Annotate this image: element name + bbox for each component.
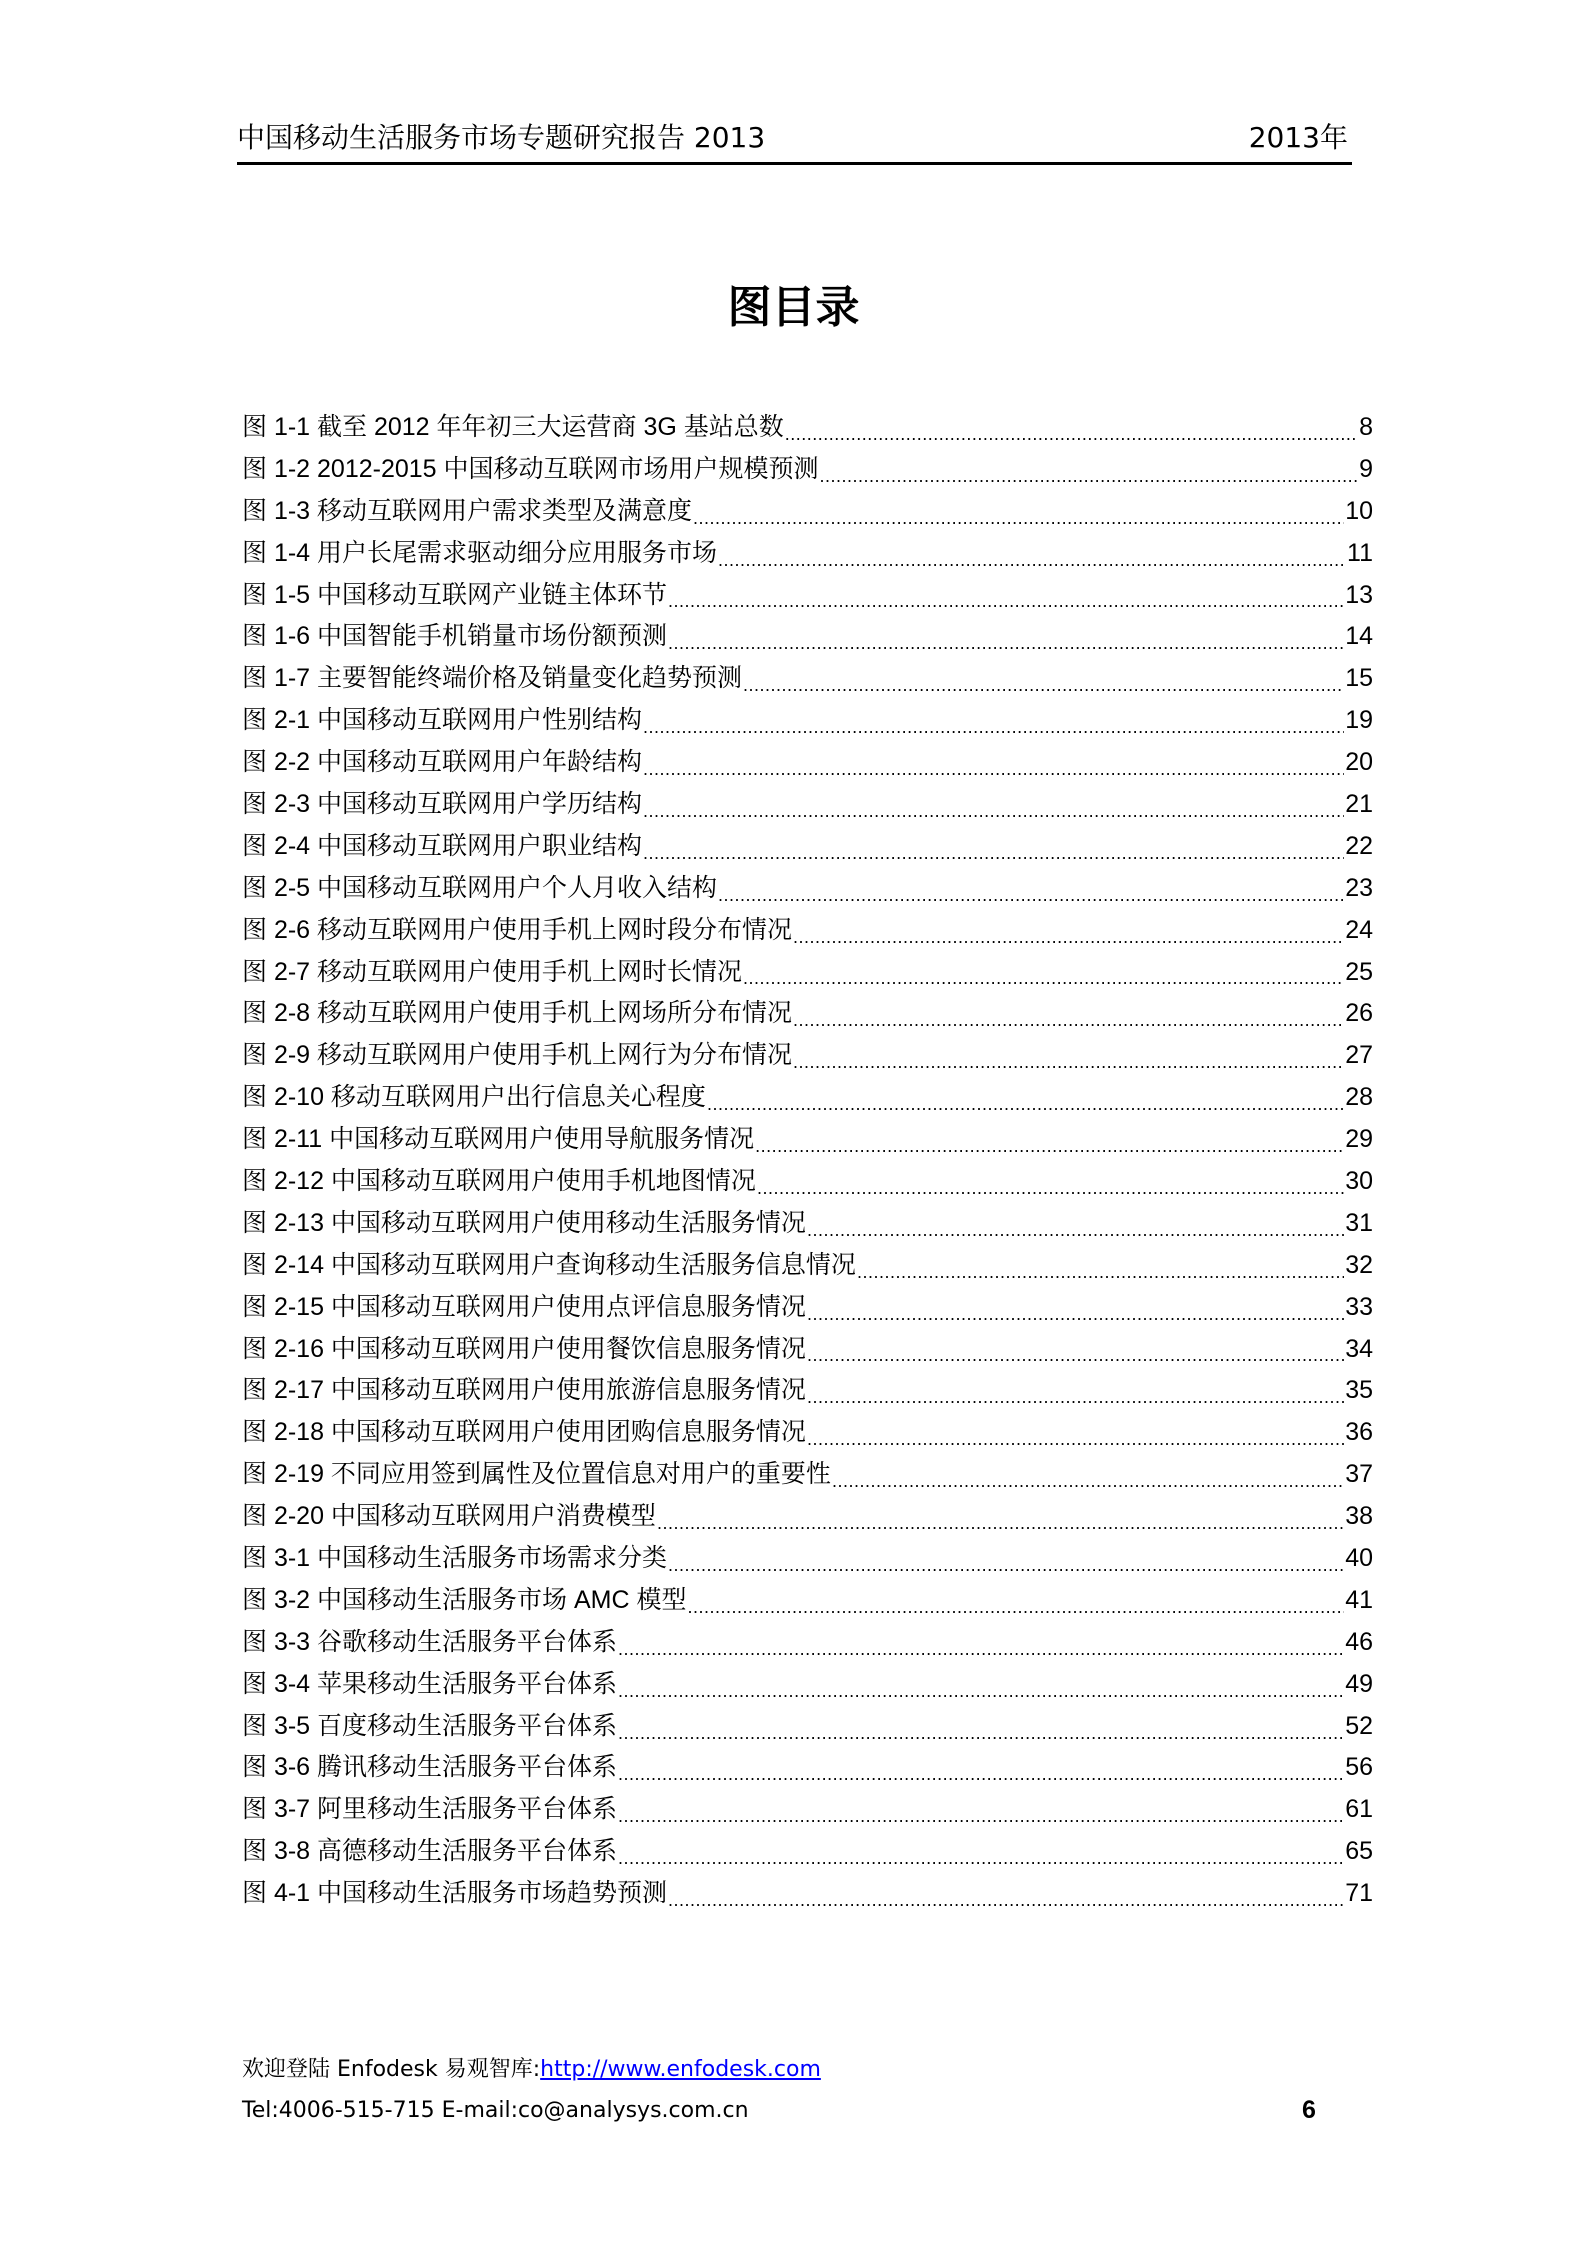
report-year: 2013年 <box>1248 121 1348 154</box>
toc-entry-label: 图 1-7 主要智能终端价格及销量变化趋势预测 <box>242 664 743 693</box>
toc-entry-page: 19 <box>1345 706 1373 735</box>
dot-leader <box>693 491 1344 533</box>
toc-entry-page: 9 <box>1359 454 1373 483</box>
toc-entry-page: 65 <box>1345 1837 1373 1866</box>
toc-entry-page: 8 <box>1359 412 1373 441</box>
figure-table-of-contents <box>242 407 1373 1915</box>
toc-entry[interactable] <box>242 1287 1373 1329</box>
toc-entry-page: 52 <box>1345 1711 1373 1740</box>
toc-entry-label: 图 3-8 高德移动生活服务平台体系 <box>242 1837 618 1866</box>
toc-entry-page: 27 <box>1345 1041 1373 1070</box>
footer-contact: Tel:4006-515-715 E-mail:co@analysys.com.cn <box>242 2098 749 2123</box>
toc-entry-label: 图 1-2 2012-2015 中国移动互联网市场用户规模预测 <box>242 454 819 483</box>
toc-entry-label: 图 3-5 百度移动生活服务平台体系 <box>242 1711 618 1740</box>
toc-entry[interactable] <box>242 1789 1373 1831</box>
toc-entry[interactable] <box>242 1329 1373 1371</box>
toc-entry-label: 图 2-15 中国移动互联网用户使用点评信息服务情况 <box>242 1292 806 1321</box>
dot-leader <box>793 1035 1344 1077</box>
dot-leader <box>668 1873 1344 1915</box>
toc-entry-page: 56 <box>1345 1753 1373 1782</box>
toc-entry[interactable] <box>242 952 1373 994</box>
toc-entry[interactable] <box>242 407 1373 449</box>
page-header <box>237 118 1352 158</box>
toc-entry-page: 24 <box>1345 915 1373 944</box>
toc-entry-page: 11 <box>1347 538 1373 567</box>
toc-entry-page: 40 <box>1345 1544 1373 1573</box>
dot-leader <box>718 533 1346 575</box>
toc-entry-label: 图 3-2 中国移动生活服务市场 AMC 模型 <box>242 1585 687 1614</box>
toc-entry[interactable] <box>242 868 1373 910</box>
dot-leader <box>807 1412 1344 1454</box>
toc-entry-page: 31 <box>1345 1208 1373 1237</box>
toc-entry-label: 图 2-12 中国移动互联网用户使用手机地图情况 <box>242 1167 756 1196</box>
toc-entry[interactable] <box>242 1664 1373 1706</box>
dot-leader <box>643 742 1344 784</box>
toc-entry[interactable] <box>242 1538 1373 1580</box>
enfodesk-link[interactable]: http://www.enfodesk.com <box>540 2057 821 2082</box>
toc-entry-label: 图 1-6 中国智能手机销量市场份额预测 <box>242 622 668 651</box>
toc-entry-label: 图 3-7 阿里移动生活服务平台体系 <box>242 1795 618 1824</box>
toc-entry[interactable] <box>242 1580 1373 1622</box>
toc-entry-label: 图 2-1 中国移动互联网用户性别结构 <box>242 706 643 735</box>
toc-entry-label: 图 2-16 中国移动互联网用户使用餐饮信息服务情况 <box>242 1334 806 1363</box>
page-title: 图目录 <box>727 282 860 333</box>
toc-entry-label: 图 2-6 移动互联网用户使用手机上网时段分布情况 <box>242 915 793 944</box>
toc-entry-label: 图 1-3 移动互联网用户需求类型及满意度 <box>242 496 693 525</box>
toc-entry-page: 38 <box>1345 1502 1373 1531</box>
toc-entry-page: 41 <box>1345 1585 1373 1614</box>
toc-entry-label: 图 2-9 移动互联网用户使用手机上网行为分布情况 <box>242 1041 793 1070</box>
dot-leader <box>832 1454 1344 1496</box>
dot-leader <box>618 1831 1344 1873</box>
toc-entry[interactable] <box>242 826 1373 868</box>
toc-entry[interactable] <box>242 1748 1373 1790</box>
toc-entry-label: 图 2-18 中国移动互联网用户使用团购信息服务情况 <box>242 1418 806 1447</box>
toc-entry-page: 20 <box>1345 748 1373 777</box>
dot-leader <box>820 449 1359 491</box>
toc-entry-label: 图 4-1 中国移动生活服务市场趋势预测 <box>242 1879 668 1908</box>
toc-entry-label: 图 1-5 中国移动互联网产业链主体环节 <box>242 580 668 609</box>
toc-entry[interactable] <box>242 742 1373 784</box>
dot-leader <box>707 1077 1344 1119</box>
toc-entry[interactable] <box>242 1496 1373 1538</box>
dot-leader <box>668 616 1344 658</box>
toc-entry-page: 25 <box>1345 957 1373 986</box>
dot-leader <box>743 952 1344 994</box>
toc-entry-label: 图 2-4 中国移动互联网用户职业结构 <box>242 831 643 860</box>
page-footer <box>242 2054 1373 2134</box>
toc-entry-page: 37 <box>1345 1460 1373 1489</box>
dot-leader <box>643 784 1344 826</box>
toc-entry[interactable] <box>242 449 1373 491</box>
header-divider <box>237 162 1352 165</box>
toc-entry-label: 图 3-4 苹果移动生活服务平台体系 <box>242 1669 618 1698</box>
toc-entry-label: 图 2-11 中国移动互联网用户使用导航服务情况 <box>242 1125 755 1154</box>
toc-entry-page: 14 <box>1345 622 1373 651</box>
toc-entry-page: 21 <box>1345 790 1373 818</box>
dot-leader <box>793 993 1344 1035</box>
dot-leader <box>807 1287 1344 1329</box>
toc-entry-page: 49 <box>1345 1669 1373 1698</box>
dot-leader <box>618 1622 1344 1664</box>
footer-welcome-text: 欢迎登陆 Enfodesk 易观智库: <box>242 2057 541 2082</box>
toc-entry-label: 图 3-1 中国移动生活服务市场需求分类 <box>242 1544 668 1573</box>
toc-entry[interactable] <box>242 910 1373 952</box>
dot-leader <box>807 1329 1344 1371</box>
dot-leader <box>743 658 1344 700</box>
toc-entry[interactable] <box>242 1454 1373 1496</box>
toc-entry-page: 15 <box>1345 664 1373 693</box>
toc-entry[interactable] <box>242 533 1373 575</box>
toc-entry[interactable] <box>242 1370 1373 1412</box>
dot-leader <box>807 1370 1344 1412</box>
dot-leader <box>618 1748 1344 1790</box>
toc-entry-page: 10 <box>1345 496 1373 525</box>
toc-entry-label: 图 2-3 中国移动互联网用户学历结构 <box>242 790 643 818</box>
dot-leader <box>757 1161 1344 1203</box>
toc-entry[interactable] <box>242 1873 1373 1915</box>
toc-entry[interactable] <box>242 575 1373 617</box>
dot-leader <box>657 1496 1344 1538</box>
toc-entry-page: 23 <box>1345 873 1373 902</box>
toc-entry[interactable] <box>242 491 1373 533</box>
dot-leader <box>618 1706 1344 1748</box>
toc-entry-label: 图 2-19 不同应用签到属性及位置信息对用户的重要性 <box>242 1460 831 1489</box>
toc-entry-label: 图 2-20 中国移动互联网用户消费模型 <box>242 1502 656 1531</box>
toc-entry-label: 图 1-4 用户长尾需求驱动细分应用服务市场 <box>242 538 718 567</box>
toc-entry-label: 图 2-8 移动互联网用户使用手机上网场所分布情况 <box>242 999 793 1028</box>
toc-entry-page: 32 <box>1345 1250 1373 1279</box>
toc-entry[interactable] <box>242 1077 1373 1119</box>
dot-leader <box>618 1664 1344 1706</box>
toc-entry-label: 图 3-3 谷歌移动生活服务平台体系 <box>242 1627 618 1656</box>
dot-leader <box>793 910 1344 952</box>
toc-entry[interactable] <box>242 1203 1373 1245</box>
toc-entry-page: 28 <box>1345 1083 1373 1112</box>
toc-entry[interactable] <box>242 1412 1373 1454</box>
toc-entry-label: 图 2-10 移动互联网用户出行信息关心程度 <box>242 1083 706 1112</box>
toc-entry[interactable] <box>242 1245 1373 1287</box>
toc-entry[interactable] <box>242 784 1373 826</box>
toc-entry-page: 34 <box>1345 1334 1373 1363</box>
dot-leader <box>718 868 1344 910</box>
dot-leader <box>807 1203 1344 1245</box>
toc-entry-page: 35 <box>1345 1376 1373 1405</box>
toc-entry-page: 30 <box>1345 1167 1373 1196</box>
toc-entry-page: 22 <box>1345 831 1373 860</box>
report-title: 中国移动生活服务市场专题研究报告 2013 <box>237 121 766 154</box>
toc-entry[interactable] <box>242 700 1373 742</box>
toc-entry[interactable] <box>242 616 1373 658</box>
toc-entry-page: 13 <box>1345 580 1373 609</box>
toc-entry[interactable] <box>242 1622 1373 1664</box>
toc-entry-label: 图 2-2 中国移动互联网用户年龄结构 <box>242 748 643 777</box>
toc-entry-label: 图 1-1 截至 2012 年年初三大运营商 3G 基站总数 <box>242 412 784 441</box>
toc-entry[interactable] <box>242 658 1373 700</box>
toc-entry-label: 图 2-13 中国移动互联网用户使用移动生活服务情况 <box>242 1208 806 1237</box>
toc-entry[interactable] <box>242 1706 1373 1748</box>
toc-entry-label: 图 3-6 腾讯移动生活服务平台体系 <box>242 1753 618 1782</box>
toc-entry-page: 29 <box>1345 1125 1373 1154</box>
dot-leader <box>785 407 1358 449</box>
toc-entry[interactable] <box>242 993 1373 1035</box>
toc-entry-label: 图 2-14 中国移动互联网用户查询移动生活服务信息情况 <box>242 1250 856 1279</box>
dot-leader <box>755 1119 1344 1161</box>
toc-entry[interactable] <box>242 1161 1373 1203</box>
dot-leader <box>857 1245 1344 1287</box>
dot-leader <box>643 826 1344 868</box>
footer-welcome-line <box>242 2054 821 2086</box>
page-number: 6 <box>1302 2096 1316 2124</box>
toc-entry[interactable] <box>242 1119 1373 1161</box>
dot-leader <box>618 1789 1344 1831</box>
toc-entry[interactable] <box>242 1035 1373 1077</box>
dot-leader <box>687 1580 1344 1622</box>
toc-entry-label: 图 2-17 中国移动互联网用户使用旅游信息服务情况 <box>242 1376 806 1405</box>
toc-entry-label: 图 2-7 移动互联网用户使用手机上网时长情况 <box>242 957 743 986</box>
toc-entry[interactable] <box>242 1831 1373 1873</box>
dot-leader <box>643 700 1344 742</box>
toc-entry-page: 36 <box>1345 1418 1373 1447</box>
toc-entry-page: 71 <box>1345 1879 1373 1908</box>
dot-leader <box>668 575 1344 617</box>
toc-entry-page: 61 <box>1345 1795 1373 1824</box>
toc-entry-page: 33 <box>1345 1292 1373 1321</box>
toc-entry-page: 26 <box>1345 999 1373 1028</box>
toc-entry-page: 46 <box>1345 1627 1373 1656</box>
toc-entry-label: 图 2-5 中国移动互联网用户个人月收入结构 <box>242 873 718 902</box>
dot-leader <box>668 1538 1344 1580</box>
